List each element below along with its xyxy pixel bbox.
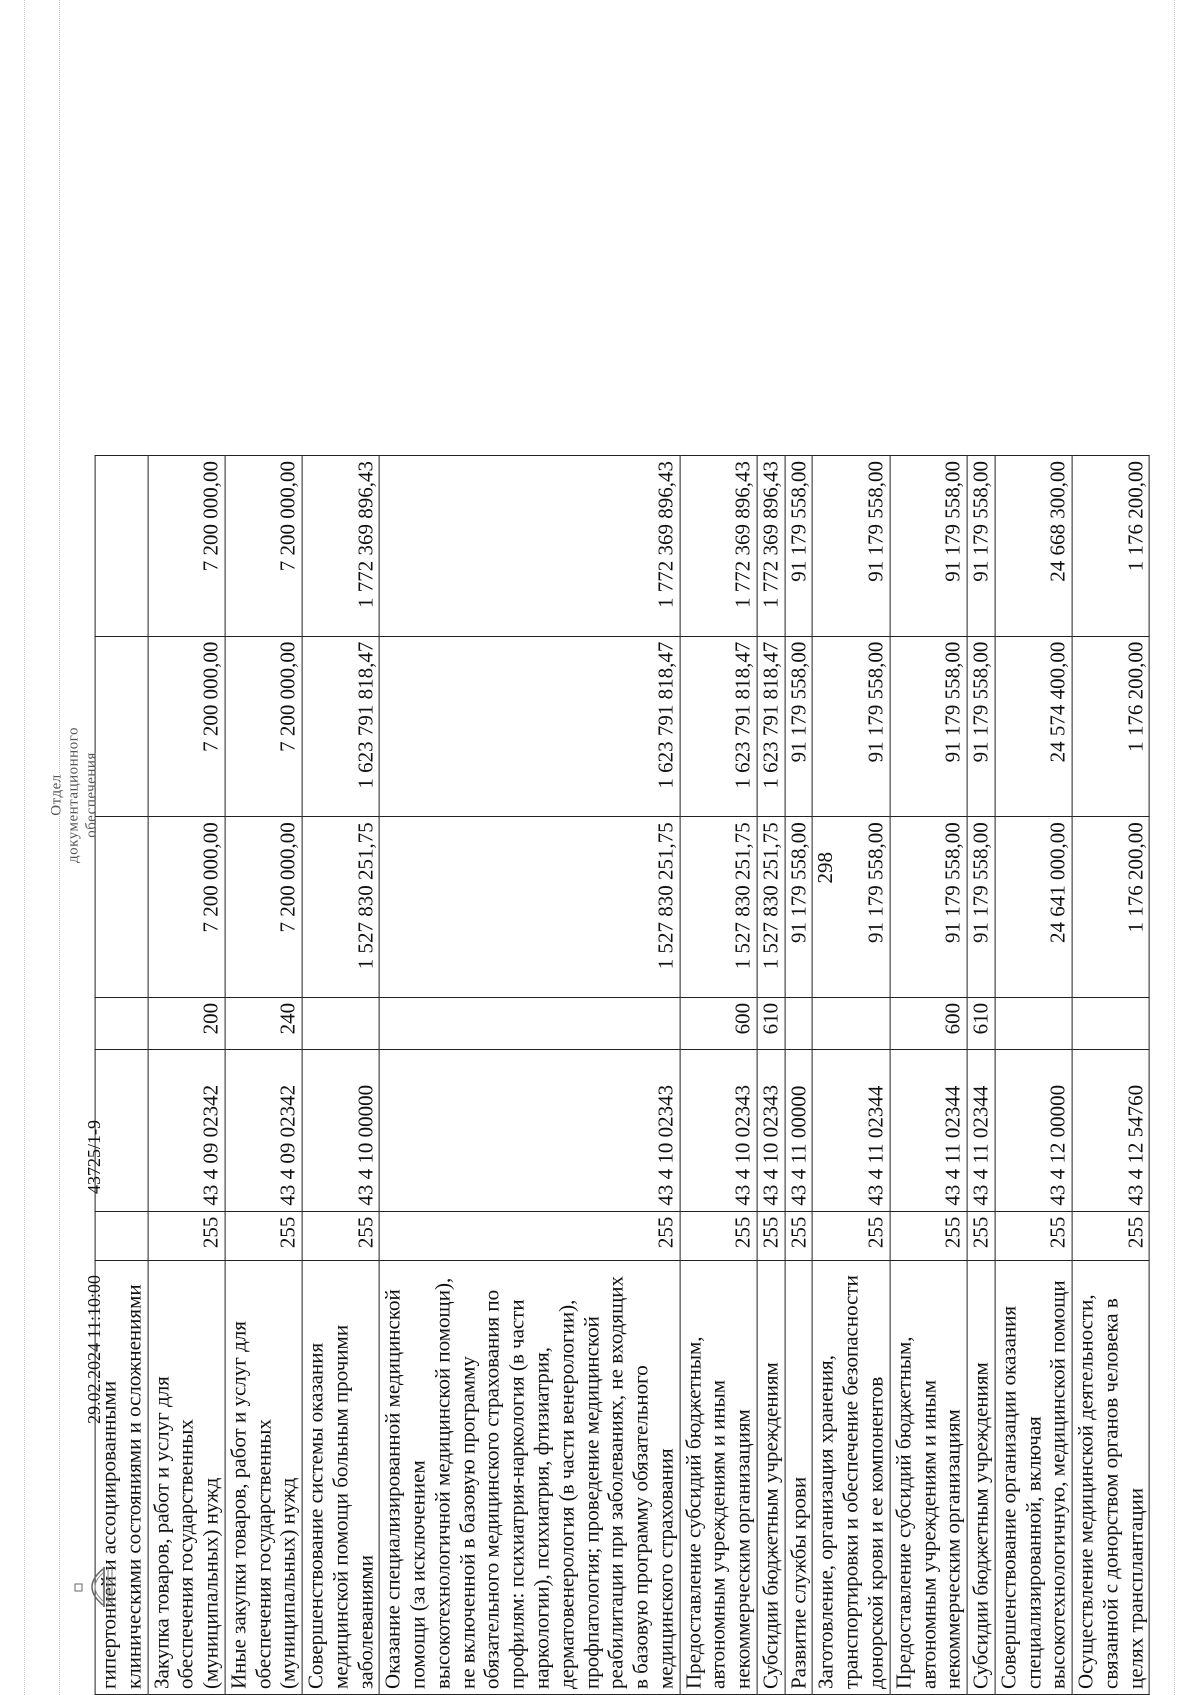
row-amount-2026: 91 179 558,00: [813, 456, 890, 637]
row-expense-type: 610: [967, 997, 995, 1049]
table-row: [680, 456, 757, 1695]
row-expense-type: [995, 997, 1072, 1049]
row-amount-2025: 1 176 200,00: [1072, 636, 1149, 817]
table-row: [785, 456, 813, 1695]
department-stamp: [48, 705, 100, 885]
row-amount-2026: 1 772 369 896,43: [302, 456, 379, 637]
row-name: Оказание специализированной медицинской помощи (за исключением высокотехнологичной медицинской помощи), не включенной в базовую программу обязательного медицинского страхования по профилям: психиатрия-наркология (в части наркологии), психиатрия, фтизиатрия, дерматовенерология (в части венерологии), профпатология; проведение медицинской реабилитации при заболеваниях, не входящих в базовую программу обязательного медицинского страхования: [380, 1260, 680, 1694]
budget-table: [95, 455, 1150, 1695]
row-ved-code: 255: [225, 1211, 302, 1260]
row-amount-2025: 1 623 791 818,47: [757, 636, 785, 817]
footer-code: 43725/1-9: [84, 1120, 104, 1194]
row-target-article: 43 4 11 00000: [785, 1049, 813, 1211]
row-amount-2026: 91 179 558,00: [890, 456, 967, 637]
row-expense-type: [1072, 997, 1149, 1049]
row-ved-code: 255: [148, 1211, 225, 1260]
row-ved-code: 255: [757, 1211, 785, 1260]
stamp-line-1: Отдел документационного: [48, 727, 82, 863]
row-ved-code: 255: [680, 1211, 757, 1260]
row-amount-2024: 1 176 200,00: [1072, 817, 1149, 998]
table-row: [995, 456, 1072, 1695]
row-target-article: 43 4 11 02344: [813, 1049, 890, 1211]
row-name: Предоставление субсидий бюджетным, автономным учреждениям и иным некоммерческим организациям: [890, 1260, 967, 1694]
row-name: Предоставление субсидий бюджетным, автономным учреждениям и иным некоммерческим организациям: [680, 1260, 757, 1694]
row-amount-2024: 1 527 830 251,75: [380, 817, 680, 998]
row-ved-code: 255: [302, 1211, 379, 1260]
row-amount-2024: 1 527 830 251,75: [757, 817, 785, 998]
budget-table-body: [95, 456, 1149, 1695]
scan-noise: [24, 0, 25, 1695]
row-name: Субсидии бюджетным учреждениям: [757, 1260, 785, 1694]
row-amount-2024: [95, 817, 148, 998]
row-amount-2026: 1 772 369 896,43: [380, 456, 680, 637]
row-amount-2025: 7 200 000,00: [148, 636, 225, 817]
row-name: Заготовление, организация хранения, транспортировки и обеспечение безопасности донорской крови и ее компонентов: [813, 1260, 890, 1694]
row-amount-2026: 7 200 000,00: [225, 456, 302, 637]
row-target-article: 43 4 09 02342: [225, 1049, 302, 1211]
row-name: Иные закупки товаров, работ и услуг для обеспечения государственных (муниципальных) нужд: [225, 1260, 302, 1694]
table-row: [302, 456, 379, 1695]
row-amount-2024: 91 179 558,00: [890, 817, 967, 998]
table-row: [95, 456, 148, 1695]
row-target-article: 43 4 10 02343: [680, 1049, 757, 1211]
row-target-article: 43 4 10 00000: [302, 1049, 379, 1211]
row-amount-2024: 91 179 558,00: [813, 817, 890, 998]
row-target-article: 43 4 12 00000: [995, 1049, 1072, 1211]
row-amount-2026: 1 772 369 896,43: [680, 456, 757, 637]
row-name: Субсидии бюджетным учреждениям: [967, 1260, 995, 1694]
row-amount-2026: 1 772 369 896,43: [757, 456, 785, 637]
row-target-article: 43 4 12 54760: [1072, 1049, 1149, 1211]
row-expense-type: [785, 997, 813, 1049]
row-name: Совершенствование системы оказания медицинской помощи больным прочими заболеваниями: [302, 1260, 379, 1694]
table-row: [967, 456, 995, 1695]
row-amount-2025: 91 179 558,00: [967, 636, 995, 817]
row-ved-code: 255: [967, 1211, 995, 1260]
row-expense-type: [380, 997, 680, 1049]
emblem-icon: [73, 1563, 115, 1611]
row-amount-2025: 1 623 791 818,47: [302, 636, 379, 817]
row-amount-2024: 1 527 830 251,75: [302, 817, 379, 998]
row-target-article: 43 4 11 02344: [890, 1049, 967, 1211]
row-amount-2026: 91 179 558,00: [785, 456, 813, 637]
row-expense-type: 200: [148, 997, 225, 1049]
row-amount-2025: 91 179 558,00: [785, 636, 813, 817]
row-target-article: 43 4 10 02343: [380, 1049, 680, 1211]
table-row: [813, 456, 890, 1695]
row-ved-code: 255: [380, 1211, 680, 1260]
row-ved-code: 255: [995, 1211, 1072, 1260]
row-amount-2024: 91 179 558,00: [785, 817, 813, 998]
row-amount-2024: 1 527 830 251,75: [680, 817, 757, 998]
stamp-line-2: обеспечения: [82, 752, 99, 838]
row-amount-2026: 7 200 000,00: [148, 456, 225, 637]
row-ved-code: 255: [813, 1211, 890, 1260]
row-name: гипертонией и ассоциированными клиническими состояниями и осложнениями: [95, 1260, 148, 1694]
row-target-article: 43 4 09 02342: [148, 1049, 225, 1211]
row-amount-2025: 7 200 000,00: [225, 636, 302, 817]
row-ved-code: 255: [785, 1211, 813, 1260]
row-amount-2025: 1 623 791 818,47: [380, 636, 680, 817]
table-row: [1072, 456, 1149, 1695]
row-expense-type: 240: [225, 997, 302, 1049]
row-amount-2025: [95, 636, 148, 817]
row-amount-2024: 7 200 000,00: [225, 817, 302, 998]
table-row: [380, 456, 680, 1695]
row-amount-2026: 1 176 200,00: [1072, 456, 1149, 637]
row-name: Развитие службы крови: [785, 1260, 813, 1694]
row-amount-2025: 91 179 558,00: [890, 636, 967, 817]
row-amount-2026: 24 668 300,00: [995, 456, 1072, 637]
row-name: Совершенствование организации оказания специализированной, включая высокотехнологичную, медицинской помощи: [995, 1260, 1072, 1694]
row-expense-type: 600: [890, 997, 967, 1049]
footer-date: 29.02.2024 11:10:00: [84, 1275, 104, 1424]
row-amount-2026: [95, 456, 148, 637]
row-target-article: 43 4 11 02344: [967, 1049, 995, 1211]
table-row: [757, 456, 785, 1695]
row-expense-type: 600: [680, 997, 757, 1049]
row-expense-type: [302, 997, 379, 1049]
table-row: [225, 456, 302, 1695]
row-amount-2025: 1 623 791 818,47: [680, 636, 757, 817]
row-ved-code: 255: [890, 1211, 967, 1260]
row-target-article: 43 4 10 02343: [757, 1049, 785, 1211]
row-amount-2024: 91 179 558,00: [967, 817, 995, 998]
row-amount-2024: 7 200 000,00: [148, 817, 225, 998]
row-amount-2025: 24 574 400,00: [995, 636, 1072, 817]
table-row: [148, 456, 225, 1695]
row-amount-2026: 91 179 558,00: [967, 456, 995, 637]
row-amount-2025: 91 179 558,00: [813, 636, 890, 817]
table-row: [890, 456, 967, 1695]
row-name: Закупка товаров, работ и услуг для обеспечения государственных (муниципальных) нужд: [148, 1260, 225, 1694]
row-amount-2024: 24 641 000,00: [995, 817, 1072, 998]
row-ved-code: 255: [1072, 1211, 1149, 1260]
scan-noise: [1174, 0, 1175, 1695]
row-expense-type: [95, 997, 148, 1049]
row-expense-type: [813, 997, 890, 1049]
row-name: Осуществление медицинской деятельности, связанной с донорством органов человека в целях трансплантации: [1072, 1260, 1149, 1694]
page-number: 298: [813, 852, 837, 884]
row-ved-code: [95, 1211, 148, 1260]
row-expense-type: 610: [757, 997, 785, 1049]
